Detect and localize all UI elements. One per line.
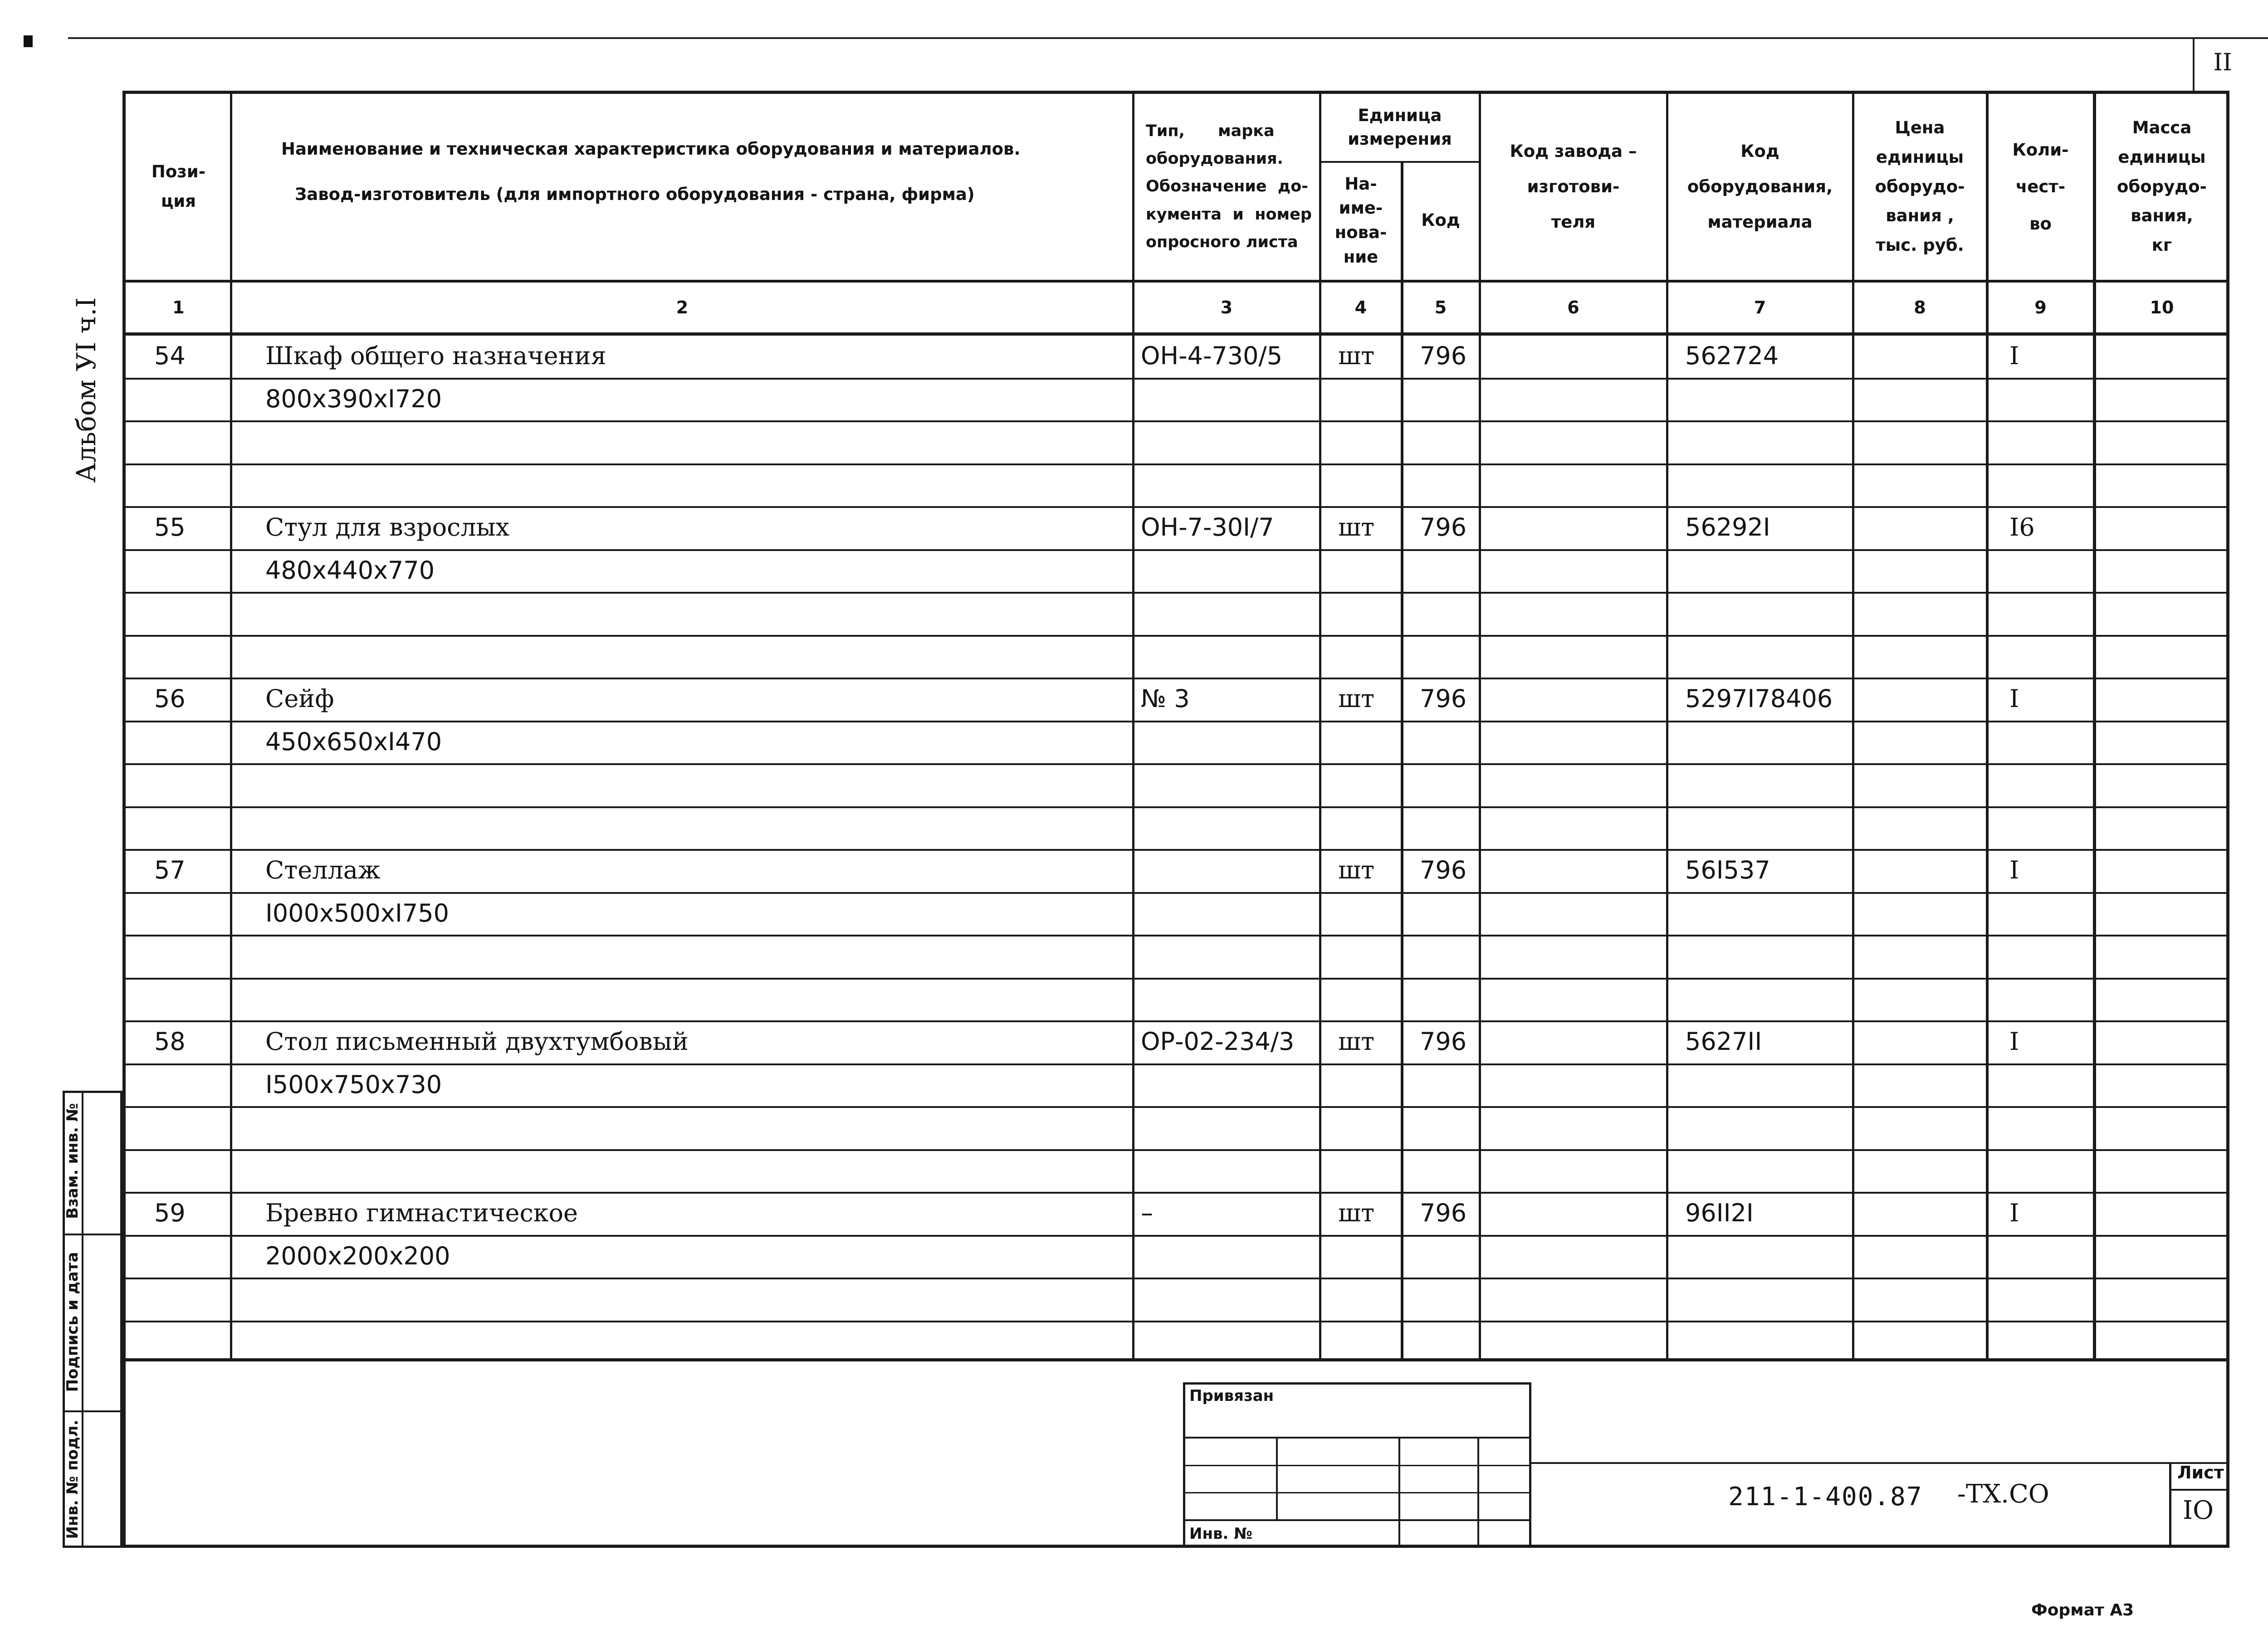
quantity-cell: I: [2009, 1027, 2019, 1056]
corner-mark: [24, 35, 33, 47]
unit-code-cell: 796: [1420, 341, 1467, 370]
col-line-7: [1852, 91, 1854, 1361]
side-stamp-line: [82, 1091, 83, 1548]
stamp-line: [1398, 1437, 1400, 1548]
side-label-replace-inv: Взам. инв. №: [64, 1103, 82, 1219]
header-name-line1: Наименование и техническая характеристика оборудования и материалов.: [281, 139, 1021, 159]
unit-code-cell: 796: [1420, 1027, 1467, 1056]
position-cell: 58: [154, 1027, 186, 1056]
header-mass: Масса единицы оборудо- вания, кг: [2117, 118, 2207, 255]
row-line: [122, 763, 2229, 765]
sheet-number: IO: [2183, 1496, 2214, 1525]
quantity-cell: I: [2009, 684, 2019, 713]
row-line: [122, 1278, 2229, 1279]
col-line-3: [1319, 91, 1321, 1361]
column-number: 3: [1220, 298, 1233, 317]
dims-cell: 800x390xI720: [265, 384, 442, 413]
bound-label: Привязан: [1189, 1387, 1274, 1405]
numbers-bottom-line: [122, 332, 2229, 336]
type-cell: ОН-4-730/5: [1141, 341, 1283, 370]
name-cell: Стеллаж: [265, 856, 381, 884]
row-line: [122, 678, 2229, 679]
unit-cell: шт: [1338, 1199, 1375, 1227]
dims-cell: I000x500xI750: [265, 898, 449, 927]
header-unit-name: На- име- нова- ние: [1334, 174, 1387, 267]
col-line-5: [1479, 91, 1481, 1361]
row-line: [122, 1106, 2229, 1108]
album-label: Альбом УI ч.I: [71, 297, 102, 483]
unit-code-cell: 796: [1420, 513, 1467, 541]
row-line: [122, 592, 2229, 594]
unit-cell: шт: [1338, 856, 1375, 884]
row-line: [122, 463, 2229, 465]
document-suffix: -ТХ.СО: [1957, 1479, 2049, 1509]
col-line-1: [230, 91, 232, 1361]
dims-cell: 2000x200x200: [265, 1241, 450, 1270]
side-stamp-line: [63, 1234, 122, 1235]
col-line-8: [1986, 91, 1989, 1361]
unit-cell: шт: [1338, 513, 1375, 541]
col-line-4: [1401, 161, 1403, 1361]
page-number-divider: [2193, 37, 2195, 91]
col-line-9: [2093, 91, 2096, 1361]
row-line: [122, 549, 2229, 551]
side-stamp-line: [63, 1410, 122, 1412]
header-bottom-line: [122, 280, 2229, 283]
unit-group-line: [1320, 161, 1480, 163]
page-number: II: [2213, 49, 2232, 76]
sheet-label: Лист: [2177, 1463, 2224, 1483]
row-line: [122, 635, 2229, 637]
header-type: Тип, марка оборудования. Обозначение до- кумента и номер опросного листа: [1146, 122, 1312, 251]
header-name-line2: Завод-изготовитель (для импортного оборудования - страна, фирма): [295, 185, 975, 204]
row-line: [122, 978, 2229, 980]
stamp-line: [2169, 1462, 2171, 1548]
row-line: [122, 1063, 2229, 1065]
column-number: 10: [2150, 298, 2174, 317]
position-cell: 59: [154, 1199, 186, 1227]
document-code: 211-1-400.87: [1728, 1482, 1923, 1512]
stamp-line: [2169, 1489, 2229, 1491]
position-cell: 56: [154, 684, 186, 713]
header-position: Пози- ция: [151, 162, 206, 211]
position-cell: 54: [154, 341, 186, 370]
col-line-6: [1666, 91, 1668, 1361]
unit-cell: шт: [1338, 1027, 1375, 1056]
header-name: [231, 94, 1133, 280]
equipment-code-cell: 56I537: [1685, 856, 1770, 884]
unit-code-cell: 796: [1420, 684, 1467, 713]
dims-cell: 450x650xI470: [265, 727, 442, 756]
quantity-cell: I: [2009, 1199, 2019, 1227]
side-label-inv-original: Инв. № подл.: [64, 1419, 82, 1539]
row-line: [122, 378, 2229, 380]
name-cell: Шкаф общего назначения: [265, 341, 606, 370]
row-line: [122, 849, 2229, 851]
inv-label: Инв. №: [1189, 1525, 1253, 1543]
position-cell: 55: [154, 513, 186, 541]
column-number: 7: [1754, 298, 1766, 317]
stamp-line: [1531, 1462, 2229, 1464]
column-number: 6: [1567, 298, 1579, 317]
dims-cell: I500x750x730: [265, 1070, 442, 1099]
name-cell: Сейф: [265, 684, 334, 713]
type-cell: –: [1141, 1199, 1153, 1227]
header-quantity: Коли- чест- во: [2012, 140, 2069, 234]
type-cell: ОН-7-30I/7: [1141, 513, 1274, 541]
stamp-line: [1276, 1437, 1278, 1519]
quantity-cell: I6: [2009, 513, 2035, 541]
header-unit-code: Код: [1421, 210, 1460, 230]
unit-code-cell: 796: [1420, 856, 1467, 884]
type-cell: № 3: [1141, 684, 1190, 713]
name-cell: Бревно гимнастическое: [265, 1199, 578, 1227]
column-number: 4: [1354, 298, 1367, 317]
equipment-code-cell: 562724: [1685, 341, 1779, 370]
side-label-signature-date: Подпись и дата: [64, 1252, 82, 1392]
column-number: 5: [1434, 298, 1447, 317]
top-rule: [68, 37, 2268, 39]
dims-cell: 480x440x770: [265, 556, 435, 585]
quantity-cell: I: [2009, 856, 2019, 884]
equipment-code-cell: 56292I: [1685, 513, 1770, 541]
column-number: 1: [172, 298, 185, 317]
equipment-code-cell: 96II2I: [1685, 1199, 1754, 1227]
quantity-cell: I: [2009, 341, 2019, 370]
stamp-line: [1477, 1437, 1479, 1548]
header-price: Цена единицы оборудо- вания , тыс. руб.: [1875, 118, 1965, 255]
column-number: 8: [1914, 298, 1926, 317]
format-label: Формат А3: [2031, 1601, 2134, 1619]
header-unit-group: Единица измерения: [1348, 106, 1452, 149]
row-line: [122, 721, 2229, 722]
equipment-code-cell: 5297I78406: [1685, 684, 1833, 713]
row-line: [122, 420, 2229, 422]
position-cell: 57: [154, 856, 186, 884]
equipment-code-cell: 5627II: [1685, 1027, 1762, 1056]
unit-cell: шт: [1338, 684, 1375, 713]
column-number: 2: [676, 298, 689, 317]
unit-code-cell: 796: [1420, 1199, 1467, 1227]
name-cell: Стул для взрослых: [265, 513, 510, 541]
row-line: [122, 1192, 2229, 1194]
row-line: [122, 892, 2229, 894]
row-line: [122, 506, 2229, 508]
row-line: [122, 1321, 2229, 1322]
row-line: [122, 806, 2229, 808]
table-bottom-line: [122, 1358, 2229, 1361]
row-line: [122, 1235, 2229, 1237]
name-cell: Стол письменный двухтумбовый: [265, 1027, 689, 1056]
header-equipment-code: Код оборудования, материала: [1687, 141, 1833, 232]
col-line-2: [1132, 91, 1134, 1361]
row-line: [122, 1020, 2229, 1022]
type-cell: ОР-02-234/3: [1141, 1027, 1295, 1056]
column-number: 9: [2034, 298, 2047, 317]
unit-cell: шт: [1338, 341, 1375, 370]
row-line: [122, 935, 2229, 937]
header-factory-code: Код завода – изготови- теля: [1510, 141, 1637, 232]
row-line: [122, 1149, 2229, 1151]
